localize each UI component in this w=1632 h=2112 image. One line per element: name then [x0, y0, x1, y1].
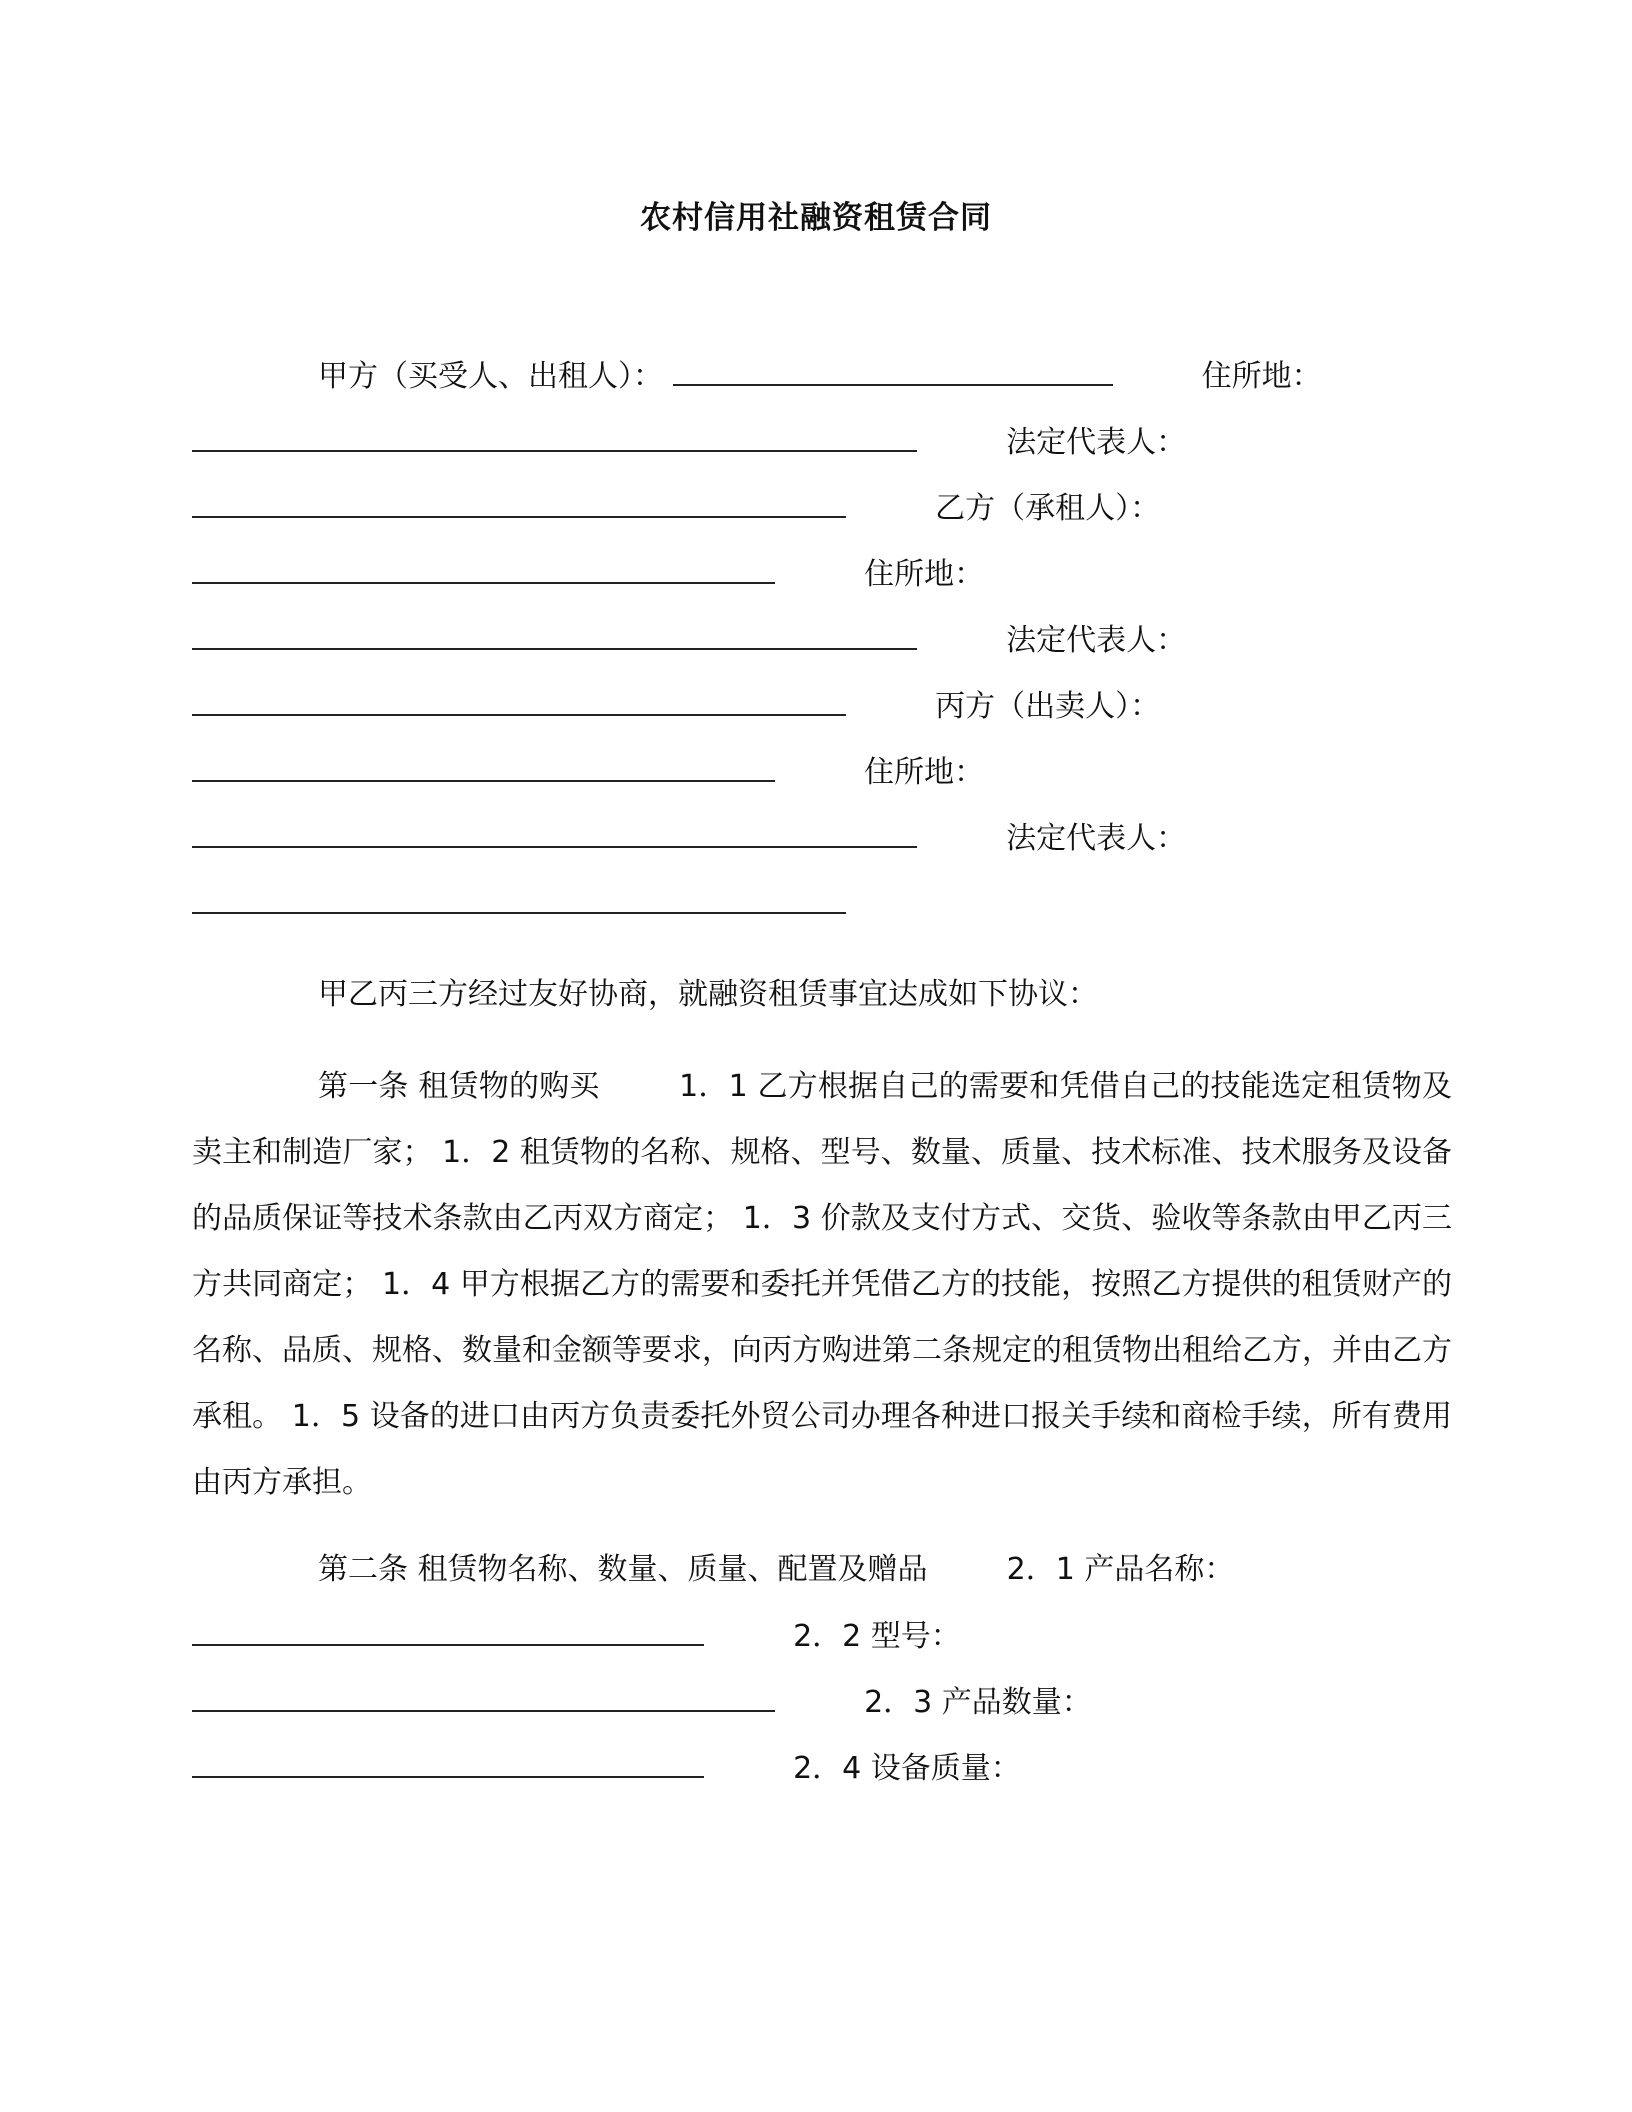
party-c-legal-rep-line	[192, 884, 846, 925]
item-2-3-blank[interactable]	[192, 1748, 704, 1778]
article-2-heading-line	[318, 1550, 1234, 1590]
party-a-blank[interactable]	[673, 356, 1113, 386]
article-1	[192, 1054, 1452, 1516]
party-a-address-line	[192, 422, 1186, 463]
item-2-2-label: 2．2 型号：	[793, 1619, 961, 1654]
party-b-address-blank[interactable]	[192, 620, 917, 650]
party-c-label: 丙方（出卖人）：	[935, 689, 1161, 724]
document-title: 农村信用社融资租赁合同	[640, 200, 992, 236]
party-c-line	[192, 752, 984, 793]
item-2-2-blank[interactable]	[192, 1682, 775, 1712]
party-c-address-blank[interactable]	[192, 818, 917, 848]
party-b-line	[192, 554, 984, 595]
party-c-legal-rep-blank[interactable]	[192, 884, 846, 914]
party-b-legal-rep-line	[192, 686, 1160, 727]
party-b-legal-rep-label: 法定代表人：	[1006, 623, 1187, 658]
party-c-legal-rep-label: 法定代表人：	[1006, 821, 1187, 856]
item-2-4-label: 2．4 设备质量：	[793, 1751, 1021, 1786]
party-a-legal-rep-blank[interactable]	[192, 488, 846, 518]
party-a-legal-rep-label: 法定代表人：	[1006, 425, 1187, 460]
party-b-label: 乙方（承租人）：	[935, 491, 1161, 526]
item-2-3-label: 2．3 产品数量：	[864, 1685, 1092, 1720]
party-a-line	[318, 356, 1322, 397]
party-a-legal-rep-line	[192, 488, 1160, 529]
item-2-1-line	[192, 1616, 961, 1657]
item-2-1-blank[interactable]	[192, 1616, 704, 1646]
item-2-1-label: 2．1 产品名称：	[1006, 1552, 1235, 1587]
article-2-heading: 第二条 租赁物名称、数量、质量、配置及赠品	[318, 1552, 928, 1587]
article-1-text: 1．1 乙方根据自己的需要和凭借自己的技能选定租赁物及卖主和制造厂家； 1．2 租赁物的名称、规格、型号、数量、质量、技术标准、技术服务及设备的品质保证等技术条款由乙丙双方商定； 1．3 价款及支付方式、交货、验收等条款由甲乙丙三方共同商定； 1．4 甲方根据乙方的需要和委托并凭借乙方的技能，按照乙方提供的租赁财产的名称、品质、规格、数量和金额等要求，向丙方购进第二条规定的租赁物出租给乙方，并由乙方承租。 1．5 设备的进口由丙方负责委托外贸公司办理各种进口报关手续和商检手续，所有费用由丙方承担。	[192, 1069, 1452, 1500]
party-a-label: 甲方（买受人、出租人）：	[318, 359, 663, 394]
party-c-blank[interactable]	[192, 752, 775, 782]
article-1-heading: 第一条 租赁物的购买	[318, 1069, 600, 1104]
party-b-legal-rep-blank[interactable]	[192, 686, 846, 716]
preamble: 甲乙丙三方经过友好协商，就融资租赁事宜达成如下协议：	[318, 977, 1098, 1012]
item-2-3-line	[192, 1748, 1021, 1789]
party-c-address-label: 住所地：	[864, 755, 985, 790]
party-b-address-label: 住所地：	[864, 557, 985, 592]
party-c-address-line	[192, 818, 1186, 859]
party-b-address-line	[192, 620, 1186, 661]
item-2-2-line	[192, 1682, 1092, 1723]
party-a-address-label: 住所地：	[1201, 359, 1322, 394]
party-a-address-blank[interactable]	[192, 422, 917, 452]
party-b-blank[interactable]	[192, 554, 775, 584]
